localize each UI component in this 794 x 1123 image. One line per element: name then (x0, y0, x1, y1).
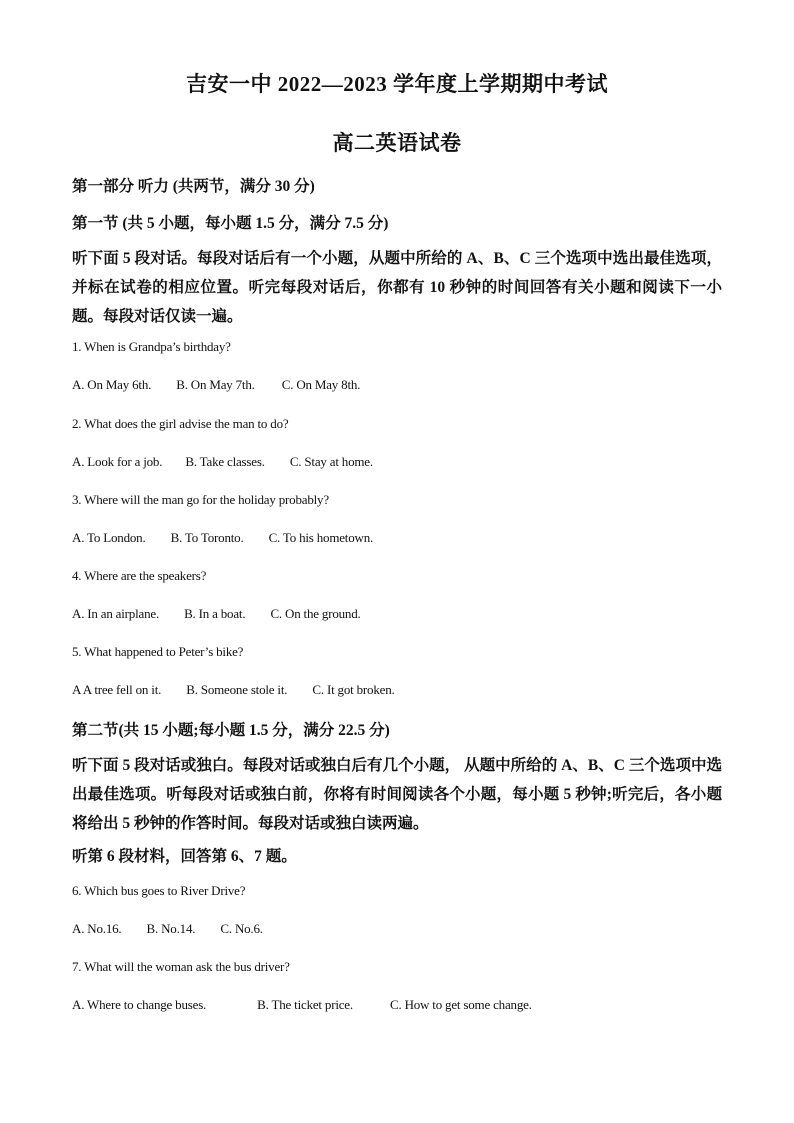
question-options (72, 606, 361, 622)
exam-subtitle: 高二英语试卷 (332, 131, 462, 155)
option-c: C. Stay at home. (289, 454, 373, 469)
option-a: A. Look for a job. (72, 454, 163, 469)
question-stem: 7. What will the woman ask the bus driver? (72, 959, 290, 974)
question-stem: 2. What does the girl advise the man to do? (72, 416, 289, 431)
question-stem: 1. When is Grandpa’s birthday? (72, 339, 231, 354)
option-c: C. To his hometown. (268, 530, 374, 545)
option-b: B. To Toronto. (170, 530, 244, 545)
option-b: B. Take classes. (185, 454, 265, 469)
section1-heading: 第一节 (共 5 小题，每小题 1.5 分，满分 7.5 分) (72, 215, 389, 232)
option-a: A. No.16. (72, 921, 122, 936)
option-c: C. On May 8th. (281, 377, 361, 392)
question-stem: 6. Which bus goes to River Drive? (72, 883, 246, 898)
option-b: B. The ticket price. (257, 997, 353, 1012)
question-options (72, 997, 532, 1013)
question-options (72, 530, 373, 546)
option-b: B. No.14. (146, 921, 196, 936)
option-b: B. Someone stole it. (186, 682, 288, 697)
question-stem: 5. What happened to Peter’s bike? (72, 644, 244, 659)
option-b: B. On May 7th. (176, 377, 255, 392)
option-a: A. In an airplane. (72, 606, 160, 621)
exam-title: 吉安一中 2022—2023 学年度上学期期中考试 (186, 72, 608, 96)
option-c: C. On the ground. (270, 606, 361, 621)
question-options (72, 377, 360, 393)
section2-instructions: 听下面 5 段对话或独白。每段对话或独白后有几个小题， 从题中所给的 A、B、C 三个选项中选出最佳选项。听每段对话或独白前，你将有时间阅读各个小题，每小题 5 秒钟;听完后，各小题将给出 5 秒钟的作答时间。每段对话或独白读两遍。 (72, 757, 722, 832)
option-c: C. It got broken. (312, 682, 395, 697)
material6-heading: 听第 6 段材料，回答第 6、7 题。 (72, 848, 297, 865)
question-options (72, 682, 395, 698)
question-stem: 4. Where are the speakers? (72, 568, 207, 583)
section1-instructions: 听下面 5 段对话。每段对话后有一个小题，从题中所给的 A、B、C 三个选项中选出最佳选项，并标在试卷的相应位置。听完每段对话后，你都有 10 秒钟的时间回答有关小题和阅读下一小题。每段对话仅读一遍。 (72, 250, 722, 325)
question-stem: 3. Where will the man go for the holiday probably? (72, 492, 329, 507)
part1-heading: 第一部分 听力 (共两节，满分 30 分) (72, 178, 315, 195)
question-options (72, 454, 373, 470)
option-a: A. To London. (72, 530, 146, 545)
option-b: B. In a boat. (184, 606, 246, 621)
option-c: C. No.6. (220, 921, 263, 936)
option-a: A. Where to change buses. (72, 997, 207, 1012)
option-a: A A tree fell on it. (72, 682, 162, 697)
section2-heading: 第二节(共 15 小题;每小题 1.5 分，满分 22.5 分) (72, 722, 390, 739)
option-a: A. On May 6th. (72, 377, 152, 392)
question-options (72, 921, 263, 937)
option-c: C. How to get some change. (390, 997, 532, 1012)
